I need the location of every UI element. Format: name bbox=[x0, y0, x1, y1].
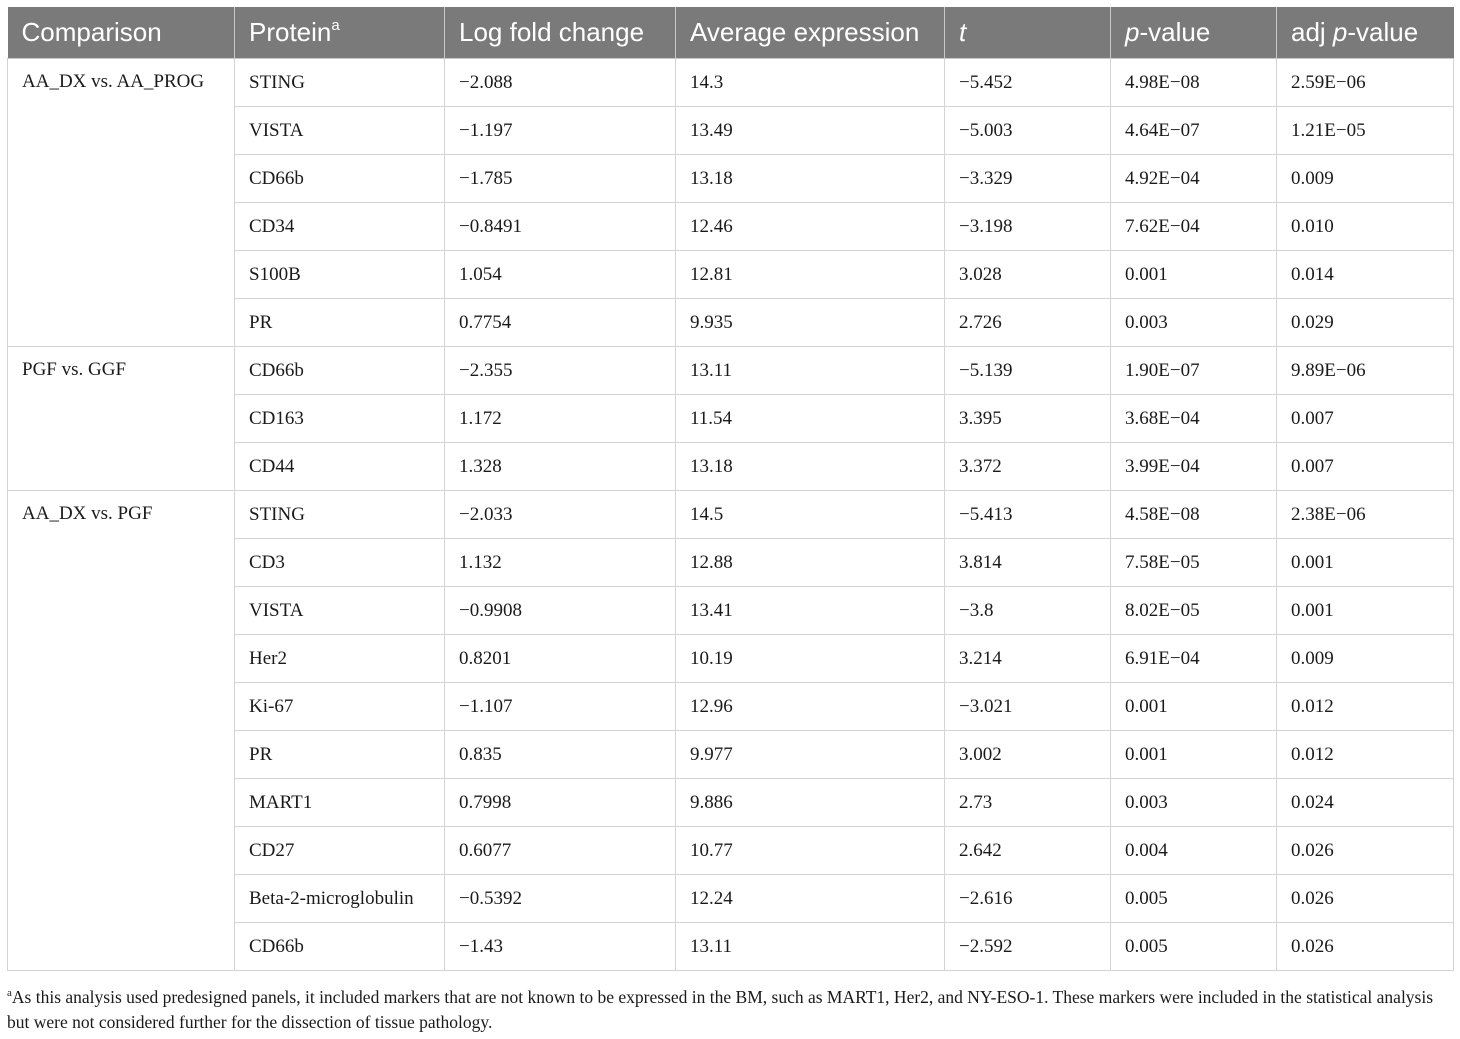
header-adj-p-value-suffix: -value bbox=[1347, 17, 1419, 47]
p-value-cell: 0.005 bbox=[1111, 923, 1277, 971]
adj-p-value-cell: 0.026 bbox=[1277, 827, 1454, 875]
footnote-ref-marker: a bbox=[331, 17, 340, 34]
log-fold-change-cell: 0.835 bbox=[445, 731, 676, 779]
header-adj-prefix: adj bbox=[1291, 17, 1333, 47]
average-expression-cell: 12.96 bbox=[676, 683, 945, 731]
log-fold-change-cell: −2.033 bbox=[445, 491, 676, 539]
protein-cell: VISTA bbox=[235, 587, 445, 635]
header-comparison bbox=[8, 7, 235, 59]
average-expression-cell: 13.11 bbox=[676, 347, 945, 395]
p-value-cell: 7.58E−05 bbox=[1111, 539, 1277, 587]
average-expression-cell: 13.18 bbox=[676, 443, 945, 491]
p-value-cell: 0.004 bbox=[1111, 827, 1277, 875]
table-footnote bbox=[7, 985, 1457, 1035]
adj-p-value-cell: 0.007 bbox=[1277, 395, 1454, 443]
protein-cell: STING bbox=[235, 491, 445, 539]
adj-p-value-cell: 0.026 bbox=[1277, 875, 1454, 923]
log-fold-change-cell: −0.9908 bbox=[445, 587, 676, 635]
p-value-cell: 3.99E−04 bbox=[1111, 443, 1277, 491]
p-value-cell: 7.62E−04 bbox=[1111, 203, 1277, 251]
comparison-cell: AA_DX vs. PGF bbox=[8, 491, 235, 971]
differential-expression-table bbox=[7, 7, 1454, 971]
adj-p-value-cell: 0.001 bbox=[1277, 539, 1454, 587]
log-fold-change-cell: −2.355 bbox=[445, 347, 676, 395]
p-value-cell: 0.003 bbox=[1111, 779, 1277, 827]
protein-cell: Her2 bbox=[235, 635, 445, 683]
log-fold-change-cell: −0.8491 bbox=[445, 203, 676, 251]
p-value-cell: 4.92E−04 bbox=[1111, 155, 1277, 203]
t-statistic-cell: −5.139 bbox=[945, 347, 1111, 395]
t-statistic-cell: 3.814 bbox=[945, 539, 1111, 587]
p-value-cell: 4.64E−07 bbox=[1111, 107, 1277, 155]
t-statistic-cell: 2.642 bbox=[945, 827, 1111, 875]
adj-p-value-cell: 9.89E−06 bbox=[1277, 347, 1454, 395]
average-expression-cell: 13.18 bbox=[676, 155, 945, 203]
t-statistic-cell: −5.452 bbox=[945, 59, 1111, 107]
table-body bbox=[8, 59, 1454, 971]
p-value-cell: 8.02E−05 bbox=[1111, 587, 1277, 635]
log-fold-change-cell: 1.328 bbox=[445, 443, 676, 491]
t-statistic-cell: 3.028 bbox=[945, 251, 1111, 299]
log-fold-change-cell: −1.785 bbox=[445, 155, 676, 203]
average-expression-cell: 10.77 bbox=[676, 827, 945, 875]
log-fold-change-cell: −0.5392 bbox=[445, 875, 676, 923]
protein-cell: CD34 bbox=[235, 203, 445, 251]
average-expression-cell: 11.54 bbox=[676, 395, 945, 443]
p-value-cell: 1.90E−07 bbox=[1111, 347, 1277, 395]
adj-p-value-cell: 0.009 bbox=[1277, 635, 1454, 683]
p-value-cell: 4.98E−08 bbox=[1111, 59, 1277, 107]
adj-p-value-cell: 0.029 bbox=[1277, 299, 1454, 347]
average-expression-cell: 12.88 bbox=[676, 539, 945, 587]
t-statistic-cell: −3.329 bbox=[945, 155, 1111, 203]
t-statistic-cell: −3.021 bbox=[945, 683, 1111, 731]
log-fold-change-cell: 1.132 bbox=[445, 539, 676, 587]
log-fold-change-cell: 0.8201 bbox=[445, 635, 676, 683]
p-value-cell: 0.003 bbox=[1111, 299, 1277, 347]
t-statistic-cell: 3.395 bbox=[945, 395, 1111, 443]
t-statistic-cell: −3.198 bbox=[945, 203, 1111, 251]
log-fold-change-cell: −1.107 bbox=[445, 683, 676, 731]
header-protein bbox=[235, 7, 445, 59]
header-p-value-suffix: -value bbox=[1139, 17, 1211, 47]
t-statistic-cell: 3.214 bbox=[945, 635, 1111, 683]
adj-p-value-cell: 0.010 bbox=[1277, 203, 1454, 251]
protein-cell: CD163 bbox=[235, 395, 445, 443]
log-fold-change-cell: −1.43 bbox=[445, 923, 676, 971]
table-row bbox=[8, 347, 1454, 395]
header-t-label: t bbox=[959, 17, 967, 47]
footnote-text: As this analysis used predesigned panels, it included markers that are not known to be expressed in the BM, such as MART1, Her2, and NY-ESO-1. These markers were included in the statistical analysis but were not considered further for the dissection of tissue pathology. bbox=[7, 987, 1434, 1032]
header-average-expression-label: Average expression bbox=[690, 17, 920, 47]
average-expression-cell: 10.19 bbox=[676, 635, 945, 683]
protein-cell: PR bbox=[235, 731, 445, 779]
adj-p-value-cell: 0.001 bbox=[1277, 587, 1454, 635]
t-statistic-cell: −3.8 bbox=[945, 587, 1111, 635]
protein-cell: CD66b bbox=[235, 155, 445, 203]
table-row bbox=[8, 491, 1454, 539]
t-statistic-cell: 2.726 bbox=[945, 299, 1111, 347]
average-expression-cell: 9.977 bbox=[676, 731, 945, 779]
comparison-cell: AA_DX vs. AA_PROG bbox=[8, 59, 235, 347]
header-p-value bbox=[1111, 7, 1277, 59]
header-log-fold-change-label: Log fold change bbox=[459, 17, 645, 47]
adj-p-value-cell: 2.38E−06 bbox=[1277, 491, 1454, 539]
protein-cell: CD44 bbox=[235, 443, 445, 491]
average-expression-cell: 9.886 bbox=[676, 779, 945, 827]
log-fold-change-cell: 0.6077 bbox=[445, 827, 676, 875]
p-value-cell: 0.005 bbox=[1111, 875, 1277, 923]
header-row bbox=[8, 7, 1454, 59]
adj-p-value-cell: 0.012 bbox=[1277, 731, 1454, 779]
header-p-letter: p bbox=[1125, 17, 1140, 47]
log-fold-change-cell: 0.7754 bbox=[445, 299, 676, 347]
log-fold-change-cell: 0.7998 bbox=[445, 779, 676, 827]
average-expression-cell: 9.935 bbox=[676, 299, 945, 347]
average-expression-cell: 14.5 bbox=[676, 491, 945, 539]
header-comparison-label: Comparison bbox=[21, 17, 162, 47]
header-t bbox=[945, 7, 1111, 59]
average-expression-cell: 12.46 bbox=[676, 203, 945, 251]
t-statistic-cell: 3.002 bbox=[945, 731, 1111, 779]
adj-p-value-cell: 0.009 bbox=[1277, 155, 1454, 203]
protein-cell: CD3 bbox=[235, 539, 445, 587]
log-fold-change-cell: −2.088 bbox=[445, 59, 676, 107]
adj-p-value-cell: 2.59E−06 bbox=[1277, 59, 1454, 107]
header-adj-p-letter: p bbox=[1332, 17, 1348, 47]
protein-cell: STING bbox=[235, 59, 445, 107]
log-fold-change-cell: 1.054 bbox=[445, 251, 676, 299]
adj-p-value-cell: 0.014 bbox=[1277, 251, 1454, 299]
protein-cell: VISTA bbox=[235, 107, 445, 155]
log-fold-change-cell: 1.172 bbox=[445, 395, 676, 443]
header-protein-label: Protein bbox=[249, 17, 332, 47]
t-statistic-cell: 3.372 bbox=[945, 443, 1111, 491]
adj-p-value-cell: 0.007 bbox=[1277, 443, 1454, 491]
adj-p-value-cell: 0.024 bbox=[1277, 779, 1454, 827]
p-value-cell: 0.001 bbox=[1111, 683, 1277, 731]
adj-p-value-cell: 0.012 bbox=[1277, 683, 1454, 731]
t-statistic-cell: −5.413 bbox=[945, 491, 1111, 539]
adj-p-value-cell: 1.21E−05 bbox=[1277, 107, 1454, 155]
protein-cell: Ki-67 bbox=[235, 683, 445, 731]
protein-cell: CD66b bbox=[235, 923, 445, 971]
t-statistic-cell: −2.592 bbox=[945, 923, 1111, 971]
header-adj-p-value bbox=[1277, 7, 1454, 59]
adj-p-value-cell: 0.026 bbox=[1277, 923, 1454, 971]
p-value-cell: 6.91E−04 bbox=[1111, 635, 1277, 683]
protein-cell: MART1 bbox=[235, 779, 445, 827]
header-average-expression bbox=[676, 7, 945, 59]
average-expression-cell: 14.3 bbox=[676, 59, 945, 107]
table-header bbox=[8, 7, 1454, 59]
p-value-cell: 4.58E−08 bbox=[1111, 491, 1277, 539]
p-value-cell: 3.68E−04 bbox=[1111, 395, 1277, 443]
protein-cell: CD27 bbox=[235, 827, 445, 875]
p-value-cell: 0.001 bbox=[1111, 251, 1277, 299]
protein-cell: Beta-2-microglobulin bbox=[235, 875, 445, 923]
average-expression-cell: 12.81 bbox=[676, 251, 945, 299]
comparison-cell: PGF vs. GGF bbox=[8, 347, 235, 491]
average-expression-cell: 13.49 bbox=[676, 107, 945, 155]
average-expression-cell: 12.24 bbox=[676, 875, 945, 923]
t-statistic-cell: −2.616 bbox=[945, 875, 1111, 923]
results-table-container bbox=[7, 7, 1453, 971]
p-value-cell: 0.001 bbox=[1111, 731, 1277, 779]
protein-cell: S100B bbox=[235, 251, 445, 299]
t-statistic-cell: 2.73 bbox=[945, 779, 1111, 827]
table-row bbox=[8, 59, 1454, 107]
protein-cell: PR bbox=[235, 299, 445, 347]
footnote-marker: a bbox=[7, 987, 12, 999]
t-statistic-cell: −5.003 bbox=[945, 107, 1111, 155]
average-expression-cell: 13.11 bbox=[676, 923, 945, 971]
protein-cell: CD66b bbox=[235, 347, 445, 395]
average-expression-cell: 13.41 bbox=[676, 587, 945, 635]
log-fold-change-cell: −1.197 bbox=[445, 107, 676, 155]
header-log-fold-change bbox=[445, 7, 676, 59]
